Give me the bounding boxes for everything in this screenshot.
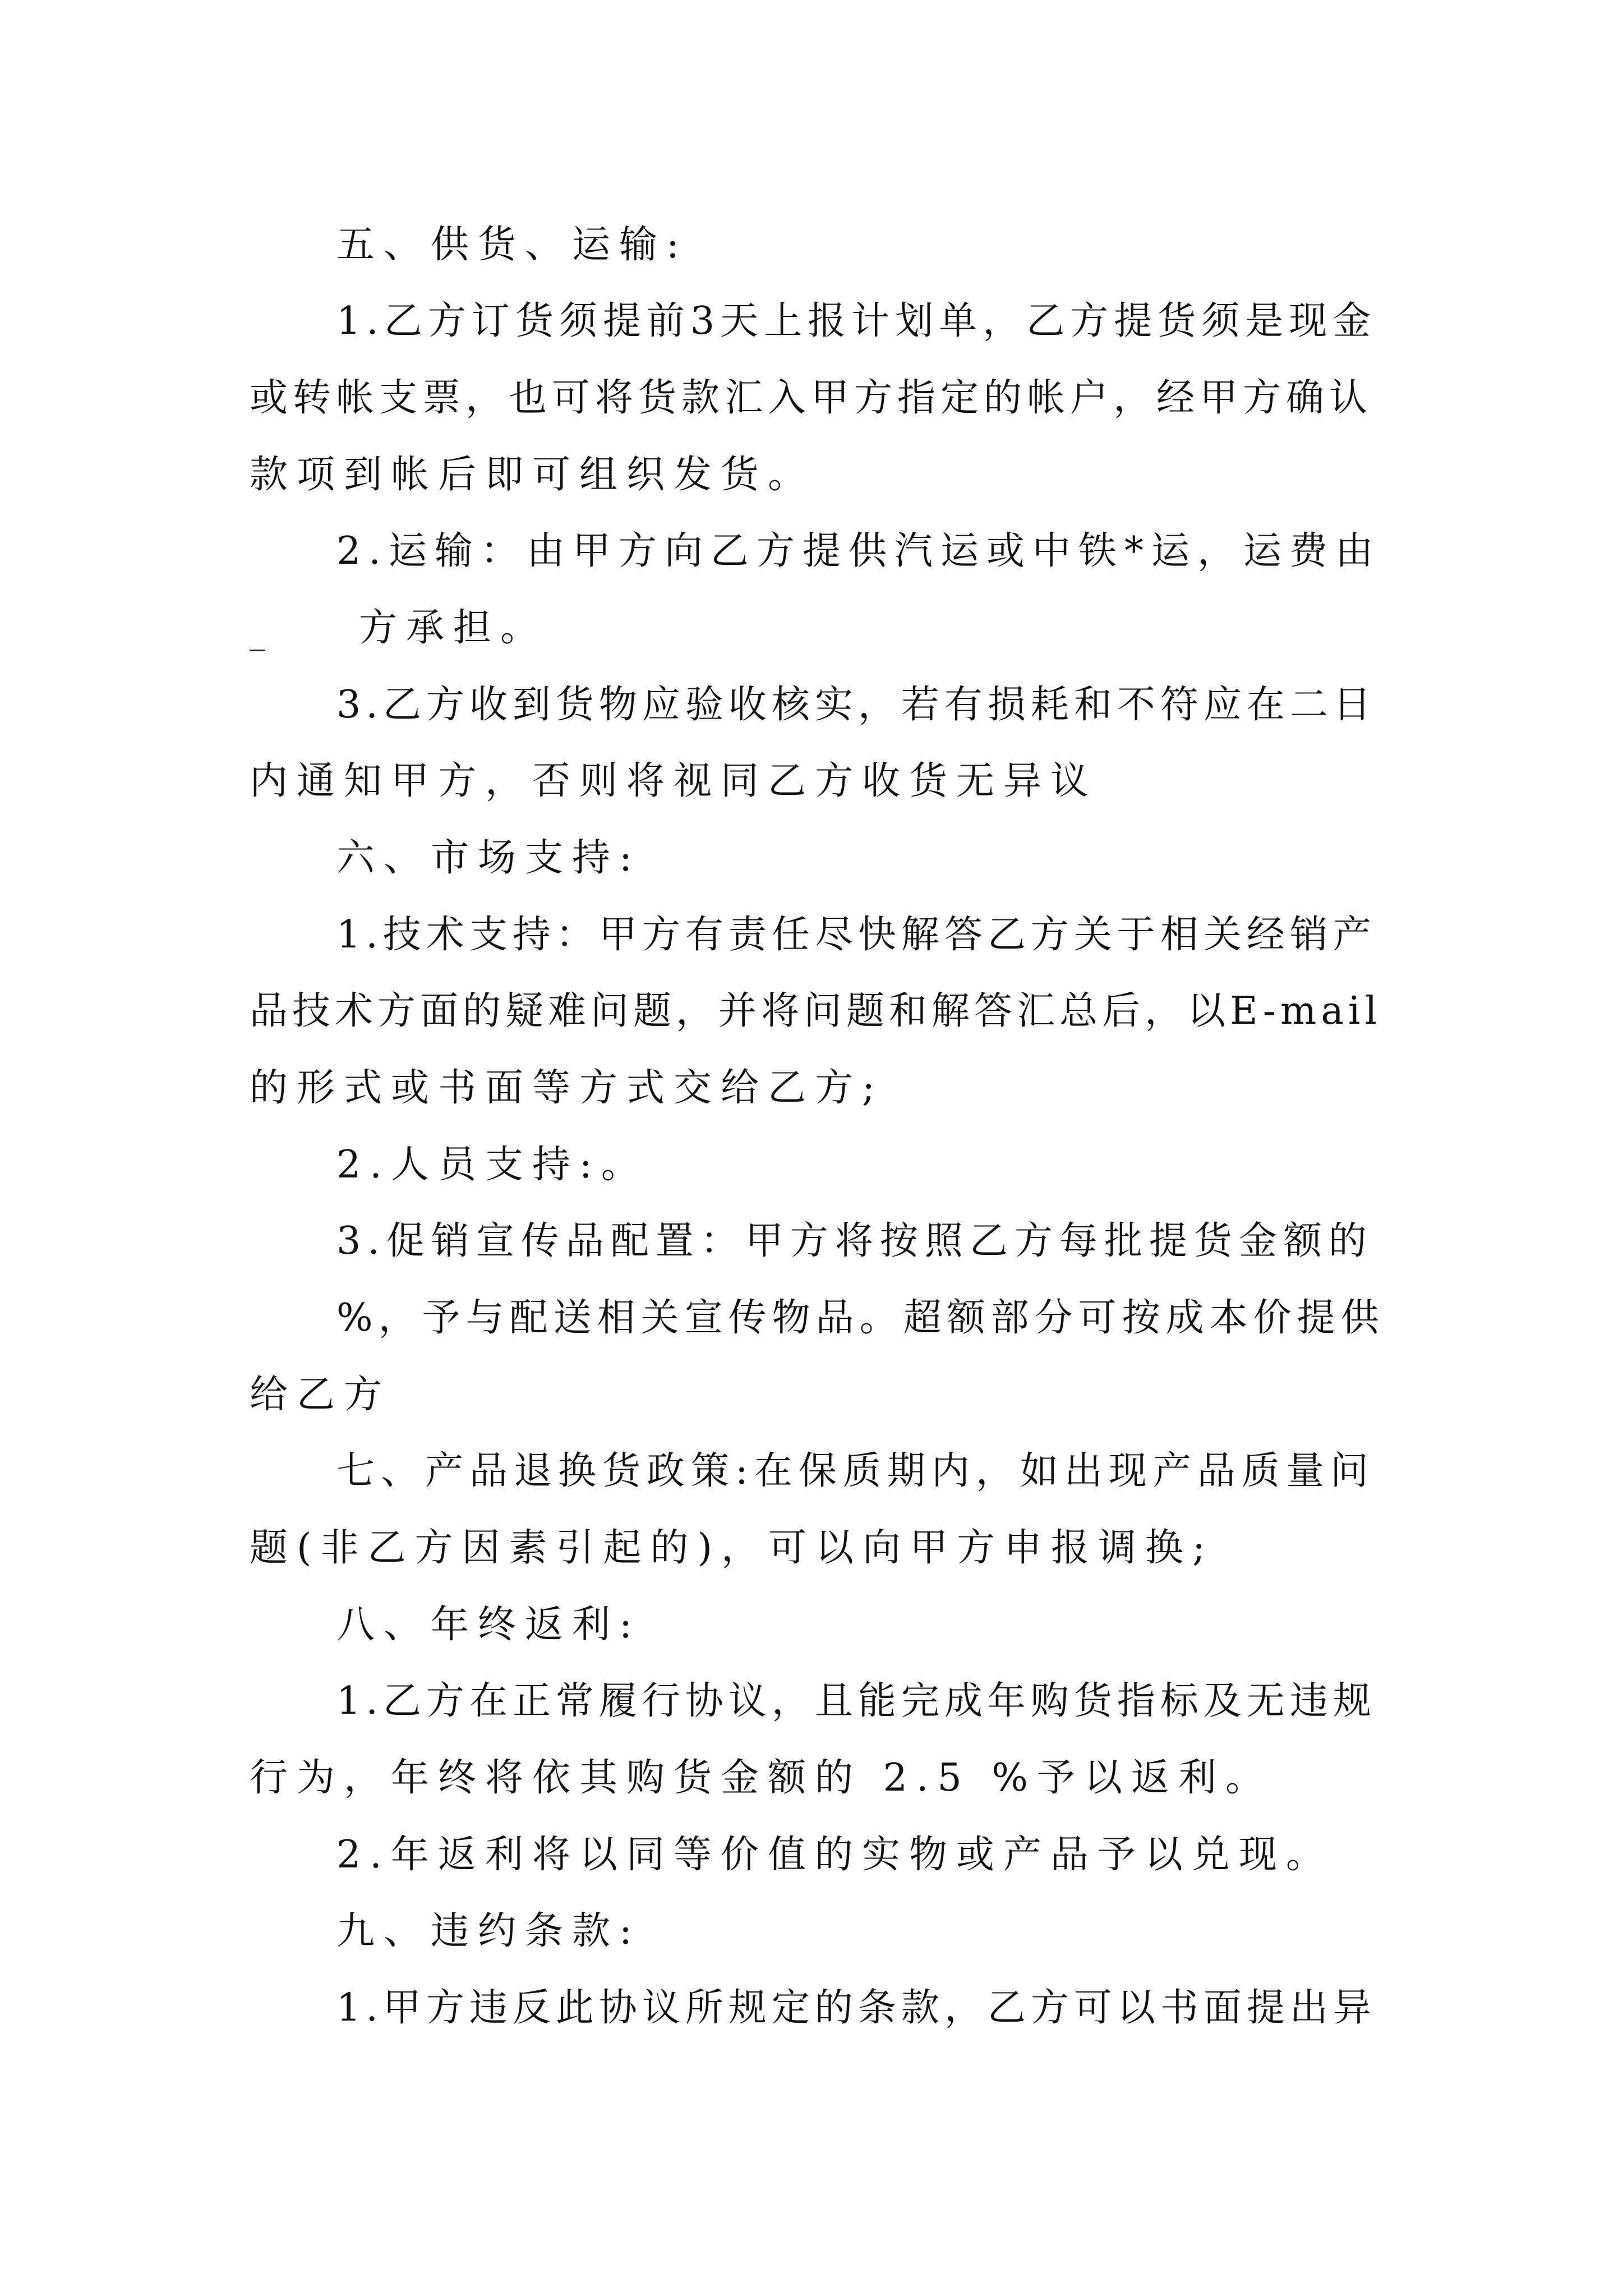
paragraph-line: 给乙方 bbox=[250, 1373, 391, 1417]
section-heading-rebate: 八、年终返利: bbox=[336, 1603, 641, 1647]
paragraph-line: 1.乙方在正常履行协议，且能完成年购货指标及无违规 bbox=[336, 1679, 1376, 1723]
paragraph-line: 1.乙方订货须提前3天上报计划单，乙方提货须是现金 bbox=[336, 299, 1377, 343]
paragraph-line: 2.运输：由甲方向乙方提供汽运或中铁*运，运费由 bbox=[336, 529, 1381, 573]
paragraph-line: 款项到帐后即可组织发货。 bbox=[250, 453, 815, 497]
section-heading-breach: 九、违约条款: bbox=[336, 1909, 641, 1953]
paragraph-line: 内通知甲方，否则将视同乙方收货无异议 bbox=[250, 759, 1098, 803]
paragraph-line: 2.人员支持:。 bbox=[336, 1143, 648, 1187]
section-heading-supply: 五、供货、运输: bbox=[336, 223, 688, 267]
paragraph-line: 3.乙方收到货物应验收核实，若有损耗和不符应在二日 bbox=[336, 683, 1376, 727]
paragraph-line: 方承担。 bbox=[359, 606, 548, 650]
section-heading-market-support: 六、市场支持: bbox=[336, 836, 641, 880]
paragraph-line: 品技术方面的疑难问题，并将问题和解答汇总后，以E-mail bbox=[250, 989, 1382, 1033]
paragraph-line: 的形式或书面等方式交给乙方; bbox=[250, 1066, 884, 1110]
section-heading-returns: 七、产品退换货政策:在保质期内，如出现产品质量问 bbox=[336, 1449, 1375, 1493]
paragraph-line: 行为，年终将依其购货金额的 2.5 %予以返利。 bbox=[250, 1756, 1272, 1800]
paragraph-line: 2.年返利将以同等价值的实物或产品予以兑现。 bbox=[336, 1833, 1333, 1877]
paragraph-line: 1.甲方违反此协议所规定的条款，乙方可以书面提出异 bbox=[336, 1986, 1376, 2030]
paragraph-line: 1.技术支持：甲方有责任尽快解答乙方关于相关经销产 bbox=[336, 913, 1376, 957]
paragraph-line: 3.促销宣传品配置：甲方将按照乙方每批提货金额的 bbox=[336, 1219, 1373, 1263]
paragraph-line: 题(非乙方因素引起的)，可以向甲方申报调换; bbox=[250, 1526, 1214, 1570]
blank-underline bbox=[250, 650, 265, 651]
paragraph-line: 或转帐支票，也可将货款汇入甲方指定的帐户，经甲方确认 bbox=[250, 376, 1373, 420]
paragraph-line: %，予与配送相关宣传物品。超额部分可按成本价提供 bbox=[336, 1296, 1385, 1340]
